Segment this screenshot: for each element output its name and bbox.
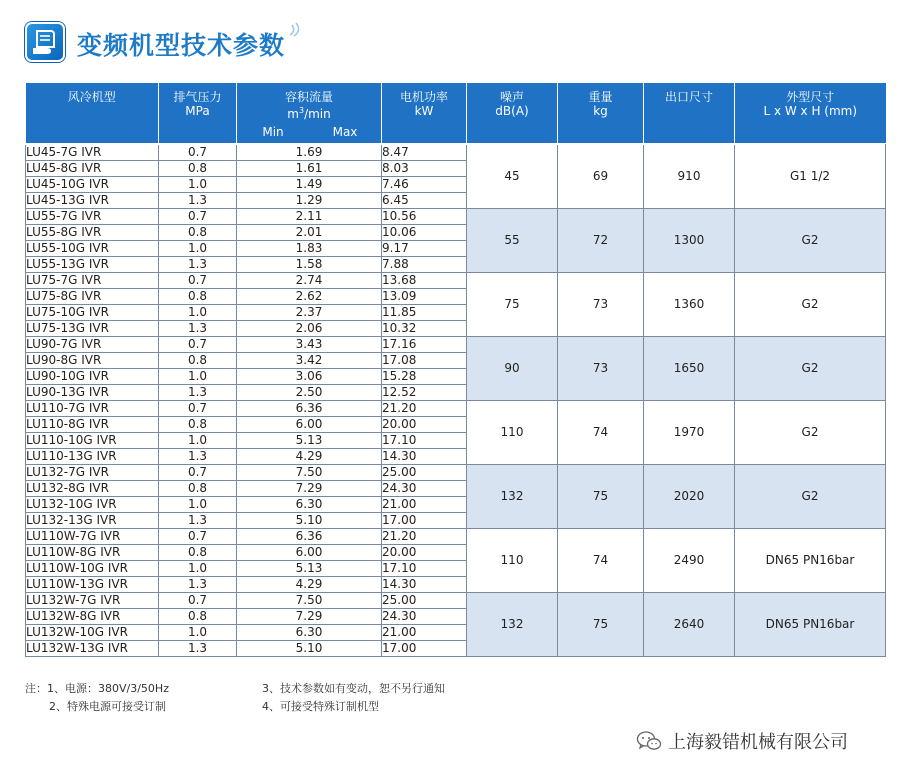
header-flow: 容积流量 $m^3/\min$ Min Max bbox=[237, 83, 382, 144]
cell-flow-min: 1.29 bbox=[237, 193, 382, 209]
table-row bbox=[26, 529, 886, 545]
cell-pressure: 1.0 bbox=[159, 561, 237, 577]
footnote-2: 2、特殊电源可接受订制 bbox=[49, 700, 166, 713]
cell-flow-min: 1.69 bbox=[237, 144, 382, 161]
cell-flow-min: 5.13 bbox=[237, 433, 382, 449]
cell-flow-min: 2.06 bbox=[237, 321, 382, 337]
cell-noise: 75 bbox=[558, 465, 644, 529]
cell-flow-max: 6.45 bbox=[382, 193, 467, 209]
header-pressure: 排气压力 MPa bbox=[159, 83, 237, 144]
cell-flow-min: 3.42 bbox=[237, 353, 382, 369]
cell-pressure: 0.8 bbox=[159, 545, 237, 561]
cell-pressure: 1.3 bbox=[159, 193, 237, 209]
cell-outlet: G2 bbox=[735, 401, 886, 465]
cell-pressure: 1.0 bbox=[159, 497, 237, 513]
cell-flow-max: 7.88 bbox=[382, 257, 467, 273]
cell-pressure: 0.7 bbox=[159, 401, 237, 417]
cell-pressure: 1.0 bbox=[159, 433, 237, 449]
cell-pressure: 1.3 bbox=[159, 449, 237, 465]
cell-model: LU110W-8G IVR bbox=[26, 545, 159, 561]
cell-outlet: DN65 PN16bar bbox=[735, 593, 886, 657]
cell-pressure: 0.8 bbox=[159, 481, 237, 497]
cell-model: LU90-13G IVR bbox=[26, 385, 159, 401]
cell-flow-max: 21.00 bbox=[382, 625, 467, 641]
brand-footer bbox=[636, 728, 848, 754]
cell-power: 132 bbox=[467, 465, 558, 529]
cell-noise: 69 bbox=[558, 144, 644, 209]
cell-flow-min: 2.11 bbox=[237, 209, 382, 225]
cell-flow-max: 11.85 bbox=[382, 305, 467, 321]
cell-noise: 72 bbox=[558, 209, 644, 273]
cell-weight: 1970 bbox=[644, 401, 735, 465]
cell-pressure: 0.7 bbox=[159, 273, 237, 289]
cell-model: LU132-7G IVR bbox=[26, 465, 159, 481]
header-flow-max: Max bbox=[332, 125, 358, 139]
cell-pressure: 1.0 bbox=[159, 305, 237, 321]
table-row bbox=[26, 273, 886, 289]
cell-outlet: G2 bbox=[735, 273, 886, 337]
cell-model: LU75-7G IVR bbox=[26, 273, 159, 289]
header-outlet: 出口尺寸 bbox=[644, 83, 735, 144]
table-row bbox=[26, 337, 886, 353]
cell-model: LU132W-10G IVR bbox=[26, 625, 159, 641]
cell-model: LU55-10G IVR bbox=[26, 241, 159, 257]
cell-model: LU90-7G IVR bbox=[26, 337, 159, 353]
cell-flow-min: 2.50 bbox=[237, 385, 382, 401]
cell-flow-min: 1.61 bbox=[237, 161, 382, 177]
cell-model: LU110-10G IVR bbox=[26, 433, 159, 449]
cell-weight: 1650 bbox=[644, 337, 735, 401]
cell-flow-min: 2.01 bbox=[237, 225, 382, 241]
cell-power: 90 bbox=[467, 337, 558, 401]
cell-flow-min: 7.29 bbox=[237, 481, 382, 497]
cell-pressure: 0.7 bbox=[159, 209, 237, 225]
cell-flow-max: 17.10 bbox=[382, 433, 467, 449]
cell-flow-max: 8.03 bbox=[382, 161, 467, 177]
cell-flow-min: 7.50 bbox=[237, 593, 382, 609]
cell-model: LU75-13G IVR bbox=[26, 321, 159, 337]
cell-pressure: 0.8 bbox=[159, 225, 237, 241]
cell-flow-max: 15.28 bbox=[382, 369, 467, 385]
cell-outlet: G1 1/2 bbox=[735, 144, 886, 209]
header-noise: 噪声 dB(A) bbox=[467, 83, 558, 144]
wechat-icon bbox=[636, 730, 662, 752]
cell-pressure: 0.7 bbox=[159, 465, 237, 481]
cell-model: LU110-8G IVR bbox=[26, 417, 159, 433]
cell-model: LU75-10G IVR bbox=[26, 305, 159, 321]
cell-pressure: 1.3 bbox=[159, 641, 237, 657]
cell-model: LU132W-8G IVR bbox=[26, 609, 159, 625]
cell-flow-max: 21.20 bbox=[382, 529, 467, 545]
page-title: 变频机型技术参数 bbox=[77, 31, 286, 60]
footnote-3: 3、技术参数如有变动，恕不另行通知 bbox=[262, 682, 445, 695]
cell-flow-min: 6.30 bbox=[237, 625, 382, 641]
footnote-4: 4、可接受特殊订制机型 bbox=[262, 700, 379, 713]
cell-power: 45 bbox=[467, 144, 558, 209]
cell-flow-min: 4.29 bbox=[237, 577, 382, 593]
cell-flow-min: 5.13 bbox=[237, 561, 382, 577]
header-flow-min: Min bbox=[262, 125, 284, 139]
cell-weight: 910 bbox=[644, 144, 735, 209]
cell-flow-max: 20.00 bbox=[382, 417, 467, 433]
cell-flow-min: 6.00 bbox=[237, 545, 382, 561]
cell-weight: 1360 bbox=[644, 273, 735, 337]
cell-model: LU132-8G IVR bbox=[26, 481, 159, 497]
cell-outlet: G2 bbox=[735, 209, 886, 273]
cell-noise: 73 bbox=[558, 337, 644, 401]
cell-pressure: 0.7 bbox=[159, 144, 237, 161]
table-header-row bbox=[26, 83, 886, 144]
header-power: 电机功率 kW bbox=[382, 83, 467, 144]
cell-noise: 74 bbox=[558, 529, 644, 593]
cell-weight: 2640 bbox=[644, 593, 735, 657]
cell-model: LU90-10G IVR bbox=[26, 369, 159, 385]
cell-pressure: 0.8 bbox=[159, 353, 237, 369]
cell-flow-max: 17.00 bbox=[382, 641, 467, 657]
cell-flow-min: 7.29 bbox=[237, 609, 382, 625]
cell-flow-min: 2.37 bbox=[237, 305, 382, 321]
cell-noise: 73 bbox=[558, 273, 644, 337]
cell-model: LU132-13G IVR bbox=[26, 513, 159, 529]
cell-flow-max: 25.00 bbox=[382, 593, 467, 609]
cell-flow-max: 17.16 bbox=[382, 337, 467, 353]
brand-name: 上海毅错机械有限公司 bbox=[668, 732, 848, 753]
cell-flow-max: 10.06 bbox=[382, 225, 467, 241]
table-row bbox=[26, 593, 886, 609]
cell-pressure: 1.3 bbox=[159, 513, 237, 529]
cell-model: LU132W-7G IVR bbox=[26, 593, 159, 609]
cell-power: 75 bbox=[467, 273, 558, 337]
footnote-1: 注：1、电源：380V/3/50Hz bbox=[25, 682, 169, 695]
cell-model: LU90-8G IVR bbox=[26, 353, 159, 369]
cell-pressure: 1.0 bbox=[159, 625, 237, 641]
cell-flow-max: 8.47 bbox=[382, 144, 467, 161]
cell-flow-min: 1.49 bbox=[237, 177, 382, 193]
cell-model: LU110W-13G IVR bbox=[26, 577, 159, 593]
cell-noise: 74 bbox=[558, 401, 644, 465]
cell-flow-max: 17.08 bbox=[382, 353, 467, 369]
cell-power: 110 bbox=[467, 529, 558, 593]
cell-flow-min: 3.06 bbox=[237, 369, 382, 385]
header-weight: 重量 kg bbox=[558, 83, 644, 144]
table-row bbox=[26, 144, 886, 161]
cell-flow-min: 1.83 bbox=[237, 241, 382, 257]
cell-flow-max: 17.10 bbox=[382, 561, 467, 577]
cell-flow-min: 4.29 bbox=[237, 449, 382, 465]
cell-model: LU45-8G IVR bbox=[26, 161, 159, 177]
cell-model: LU110-13G IVR bbox=[26, 449, 159, 465]
cell-model: LU110W-10G IVR bbox=[26, 561, 159, 577]
cell-outlet: DN65 PN16bar bbox=[735, 529, 886, 593]
cell-flow-max: 14.30 bbox=[382, 577, 467, 593]
cell-flow-max: 13.09 bbox=[382, 289, 467, 305]
cell-pressure: 1.3 bbox=[159, 577, 237, 593]
header-model: 风冷机型 bbox=[26, 83, 159, 144]
cell-pressure: 0.7 bbox=[159, 529, 237, 545]
cell-outlet: G2 bbox=[735, 465, 886, 529]
cell-flow-max: 10.32 bbox=[382, 321, 467, 337]
cell-pressure: 0.8 bbox=[159, 161, 237, 177]
cell-noise: 75 bbox=[558, 593, 644, 657]
signal-waves-icon bbox=[287, 22, 305, 42]
cell-weight: 2490 bbox=[644, 529, 735, 593]
cell-pressure: 0.8 bbox=[159, 417, 237, 433]
cell-pressure: 1.0 bbox=[159, 177, 237, 193]
cell-power: 132 bbox=[467, 593, 558, 657]
cell-flow-min: 7.50 bbox=[237, 465, 382, 481]
cell-flow-min: 2.62 bbox=[237, 289, 382, 305]
cell-model: LU55-7G IVR bbox=[26, 209, 159, 225]
cell-pressure: 1.0 bbox=[159, 369, 237, 385]
cell-flow-min: 6.30 bbox=[237, 497, 382, 513]
cell-flow-max: 13.68 bbox=[382, 273, 467, 289]
table-row bbox=[26, 401, 886, 417]
cell-flow-max: 12.52 bbox=[382, 385, 467, 401]
header-dimensions: 外型尺寸 L x W x H (mm) bbox=[735, 83, 886, 144]
cell-flow-min: 5.10 bbox=[237, 641, 382, 657]
cell-flow-min: 1.58 bbox=[237, 257, 382, 273]
cell-outlet: G2 bbox=[735, 337, 886, 401]
document-hand-icon bbox=[25, 22, 65, 62]
cell-pressure: 1.3 bbox=[159, 385, 237, 401]
cell-flow-min: 6.36 bbox=[237, 401, 382, 417]
cell-flow-min: 6.00 bbox=[237, 417, 382, 433]
cell-pressure: 0.7 bbox=[159, 337, 237, 353]
cell-flow-max: 10.56 bbox=[382, 209, 467, 225]
cell-model: LU132W-13G IVR bbox=[26, 641, 159, 657]
cell-model: LU55-8G IVR bbox=[26, 225, 159, 241]
cell-pressure: 0.8 bbox=[159, 609, 237, 625]
table-row bbox=[26, 465, 886, 481]
cell-model: LU132-10G IVR bbox=[26, 497, 159, 513]
cell-pressure: 1.3 bbox=[159, 321, 237, 337]
cell-model: LU110W-7G IVR bbox=[26, 529, 159, 545]
cell-model: LU45-10G IVR bbox=[26, 177, 159, 193]
cell-model: LU45-13G IVR bbox=[26, 193, 159, 209]
cell-flow-max: 24.30 bbox=[382, 481, 467, 497]
cell-flow-min: 6.36 bbox=[237, 529, 382, 545]
cell-pressure: 0.7 bbox=[159, 593, 237, 609]
cell-flow-max: 17.00 bbox=[382, 513, 467, 529]
cell-flow-max: 21.20 bbox=[382, 401, 467, 417]
cell-flow-min: 2.74 bbox=[237, 273, 382, 289]
cell-weight: 2020 bbox=[644, 465, 735, 529]
cell-flow-min: 3.43 bbox=[237, 337, 382, 353]
table-row bbox=[26, 209, 886, 225]
cell-flow-max: 14.30 bbox=[382, 449, 467, 465]
spec-table bbox=[25, 83, 886, 657]
cell-weight: 1300 bbox=[644, 209, 735, 273]
table-body bbox=[26, 144, 886, 657]
cell-power: 55 bbox=[467, 209, 558, 273]
cell-flow-max: 24.30 bbox=[382, 609, 467, 625]
cell-model: LU45-7G IVR bbox=[26, 144, 159, 161]
cell-model: LU75-8G IVR bbox=[26, 289, 159, 305]
cell-model: LU110-7G IVR bbox=[26, 401, 159, 417]
cell-flow-max: 9.17 bbox=[382, 241, 467, 257]
cell-flow-max: 20.00 bbox=[382, 545, 467, 561]
cell-flow-min: 5.10 bbox=[237, 513, 382, 529]
page-header bbox=[25, 22, 425, 64]
cell-flow-max: 7.46 bbox=[382, 177, 467, 193]
cell-flow-max: 21.00 bbox=[382, 497, 467, 513]
cell-model: LU55-13G IVR bbox=[26, 257, 159, 273]
cell-power: 110 bbox=[467, 401, 558, 465]
cell-pressure: 0.8 bbox=[159, 289, 237, 305]
cell-flow-max: 25.00 bbox=[382, 465, 467, 481]
cell-pressure: 1.3 bbox=[159, 257, 237, 273]
cell-pressure: 1.0 bbox=[159, 241, 237, 257]
